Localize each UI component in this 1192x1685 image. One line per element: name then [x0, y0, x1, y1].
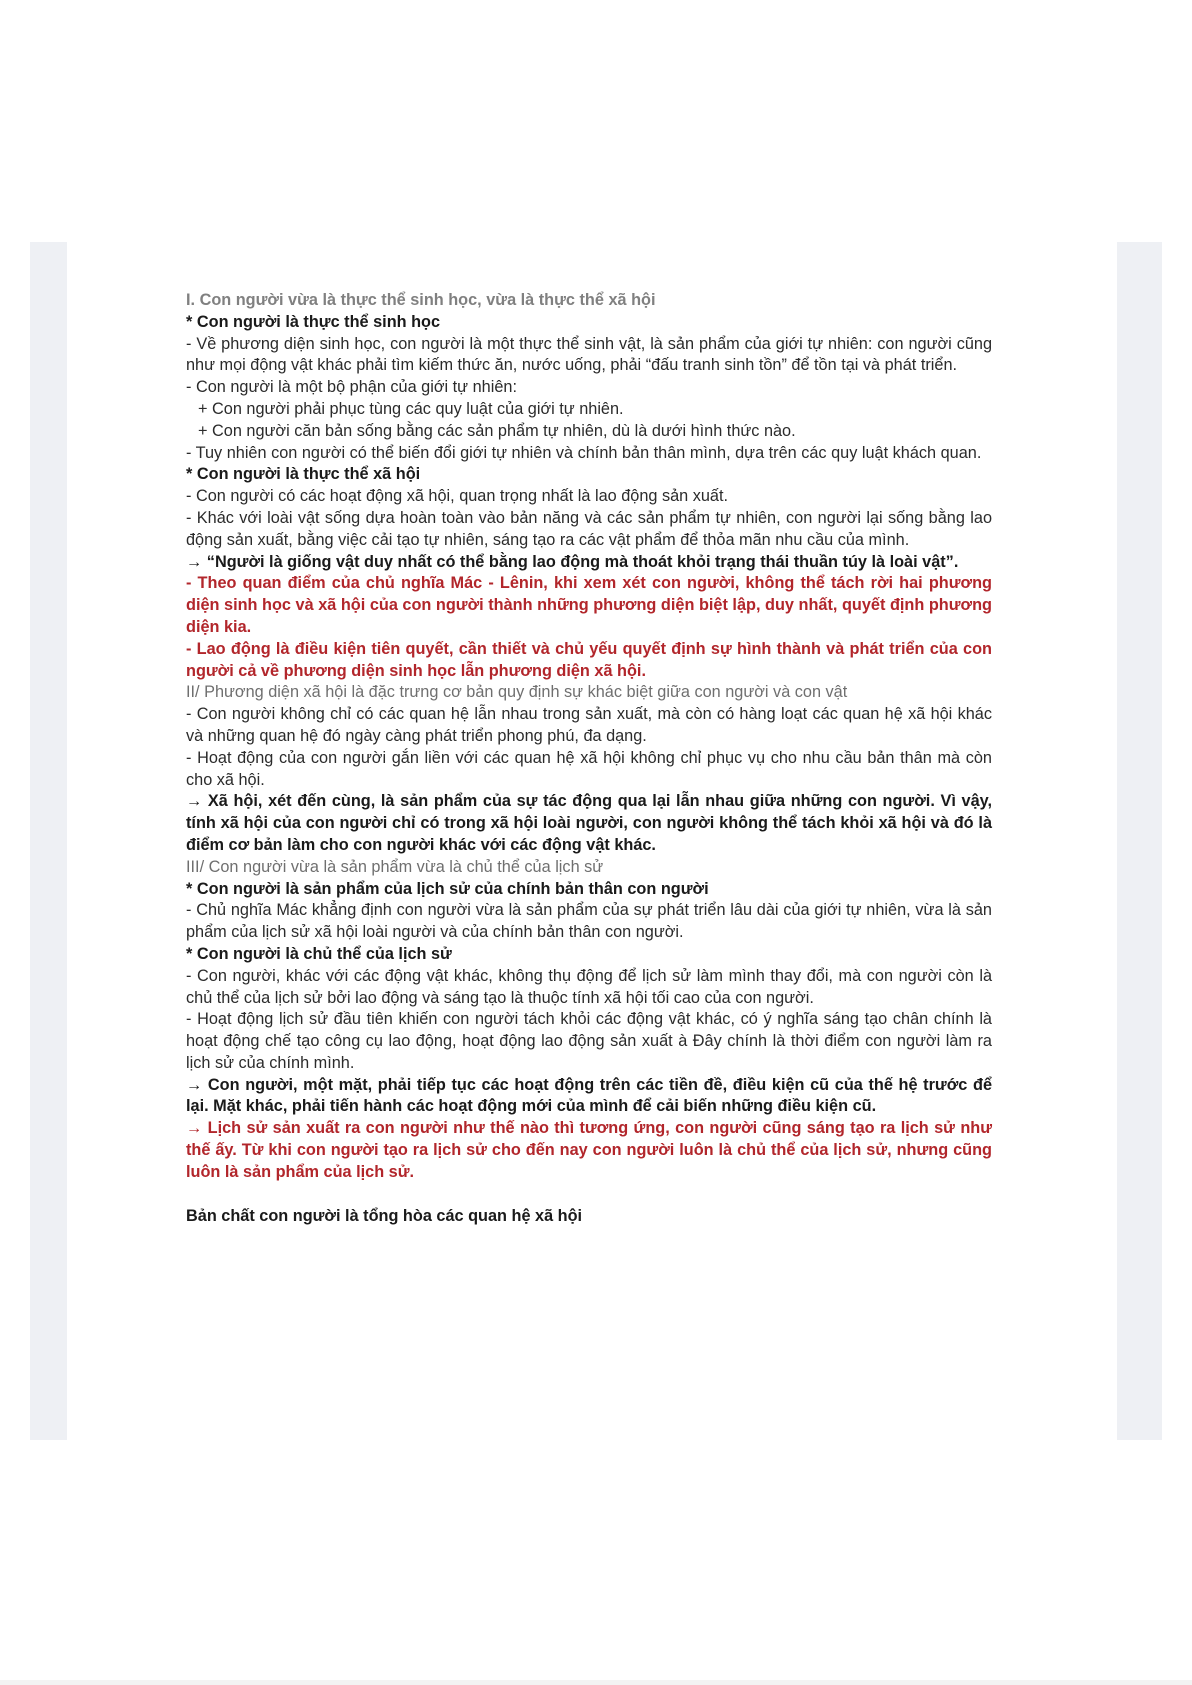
- paragraph: - Về phương diện sinh học, con người là một thực thể sinh vật, là sản phẩm của giới tự nhiên: con người cũng như mọi động vật khác phải tìm kiếm thức ăn, nước uống, phải “đấu tranh sinh tồn” để tồn tại và phát triển.: [186, 334, 992, 375]
- section-heading: II/ Phương diện xã hội là đặc trưng cơ bản quy định sự khác biệt giữa con người và con vật: [186, 683, 848, 702]
- paragraph: + Con người căn bản sống bằng các sản phẩm tự nhiên, dù là dưới hình thức nào.: [198, 421, 796, 440]
- paragraph: - Con người, khác với các động vật khác, không thụ động để lịch sử làm mình thay đổi, mà con người còn là chủ thể của lịch sử bởi lao động và sáng tạo là thuộc tính xã hội tối cao của con người.: [186, 966, 992, 1007]
- highlighted-paragraph: - Lao động là điều kiện tiên quyết, cần thiết và chủ yếu quyết định sự hình thành và phát triển của con người cả về phương diện sinh học lẫn phương diện xã hội.: [186, 639, 992, 680]
- highlighted-paragraph: → Lịch sử sản xuất ra con người như thế nào thì tương ứng, con người cũng sáng tạo ra lịch sử như thế ấy. Từ khi con người tạo ra lịch sử cho đến nay con người luôn là chủ thể của lịch sử, nhưng cũng luôn là sản phẩm của lịch sử.: [186, 1119, 992, 1181]
- blank-line: [186, 1184, 992, 1206]
- bold-paragraph: → Con người, một mặt, phải tiếp tục các hoạt động trên các tiền đề, điều kiện cũ của thế hệ trước để lại. Mặt khác, phải tiến hành các hoạt động mới của mình để cải biến những điều kiện cũ.: [186, 1075, 992, 1116]
- bold-paragraph: * Con người là sản phẩm của lịch sử của chính bản thân con người: [186, 879, 709, 898]
- paragraph: - Con người là một bộ phận của giới tự nhiên:: [186, 378, 517, 397]
- bold-paragraph: → “Người là giống vật duy nhất có thể bằng lao động mà thoát khỏi trạng thái thuần túy là loài vật”.: [186, 552, 959, 571]
- bold-paragraph: → Xã hội, xét đến cùng, là sản phẩm của sự tác động qua lại lẫn nhau giữa những con người. Vì vậy, tính xã hội của con người chỉ có trong xã hội loài người, con người không thể tách khỏi xã hội và đó là điểm cơ bản làm cho con người khác với các động vật khác.: [186, 792, 992, 854]
- paragraph: - Hoạt động lịch sử đầu tiên khiến con người tách khỏi các động vật khác, có ý nghĩa sáng tạo chân chính là hoạt động chế tạo công cụ lao động, hoạt động lao động sản xuất à Đây chính là thời điểm con người làm ra lịch sử của chính mình.: [186, 1010, 992, 1072]
- paragraph: - Con người có các hoạt động xã hội, quan trọng nhất là lao động sản xuất.: [186, 487, 729, 506]
- paragraph: - Khác với loài vật sống dựa hoàn toàn vào bản năng và các sản phẩm tự nhiên, con người lại sống bằng lao động sản xuất, bằng việc cải tạo tự nhiên, sáng tạo ra các vật phẩm để thỏa mãn nhu cầu của mình.: [186, 508, 992, 549]
- bottom-edge: [0, 1680, 1192, 1685]
- bold-paragraph: Bản chất con người là tổng hòa các quan hệ xã hội: [186, 1206, 583, 1225]
- section-heading: I. Con người vừa là thực thể sinh học, vừa là thực thể xã hội: [186, 291, 656, 309]
- document-body: [186, 290, 992, 1227]
- paragraph: - Tuy nhiên con người có thể biến đổi giới tự nhiên và chính bản thân mình, dựa trên các quy luật khách quan.: [186, 443, 982, 462]
- bold-paragraph: * Con người là thực thể xã hội: [186, 465, 421, 484]
- paragraph: + Con người phải phục tùng các quy luật của giới tự nhiên.: [198, 399, 624, 418]
- paragraph: - Chủ nghĩa Mác khẳng định con người vừa là sản phẩm của sự phát triển lâu dài của giới tự nhiên, vừa là sản phẩm của lịch sử xã hội loài người và của chính bản thân con người.: [186, 901, 992, 942]
- paragraph: - Con người không chỉ có các quan hệ lẫn nhau trong sản xuất, mà còn có hàng loạt các quan hệ xã hội khác và những quan hệ đó ngày càng phát triển phong phú, đa dạng.: [186, 705, 992, 745]
- bold-paragraph: * Con người là chủ thể của lịch sử: [186, 944, 452, 963]
- bold-paragraph: * Con người là thực thể sinh học: [186, 312, 441, 331]
- section-heading: III/ Con người vừa là sản phẩm vừa là chủ thể của lịch sử: [186, 857, 604, 876]
- paragraph: - Hoạt động của con người gắn liền với các quan hệ xã hội không chỉ phục vụ cho nhu cầu bản thân mà còn cho xã hội.: [186, 748, 992, 789]
- highlighted-paragraph: - Theo quan điểm của chủ nghĩa Mác - Lênin, khi xem xét con người, không thể tách rời hai phương diện sinh học và xã hội của con người thành những phương diện biệt lập, duy nhất, quyết định phương diện kia.: [186, 574, 992, 636]
